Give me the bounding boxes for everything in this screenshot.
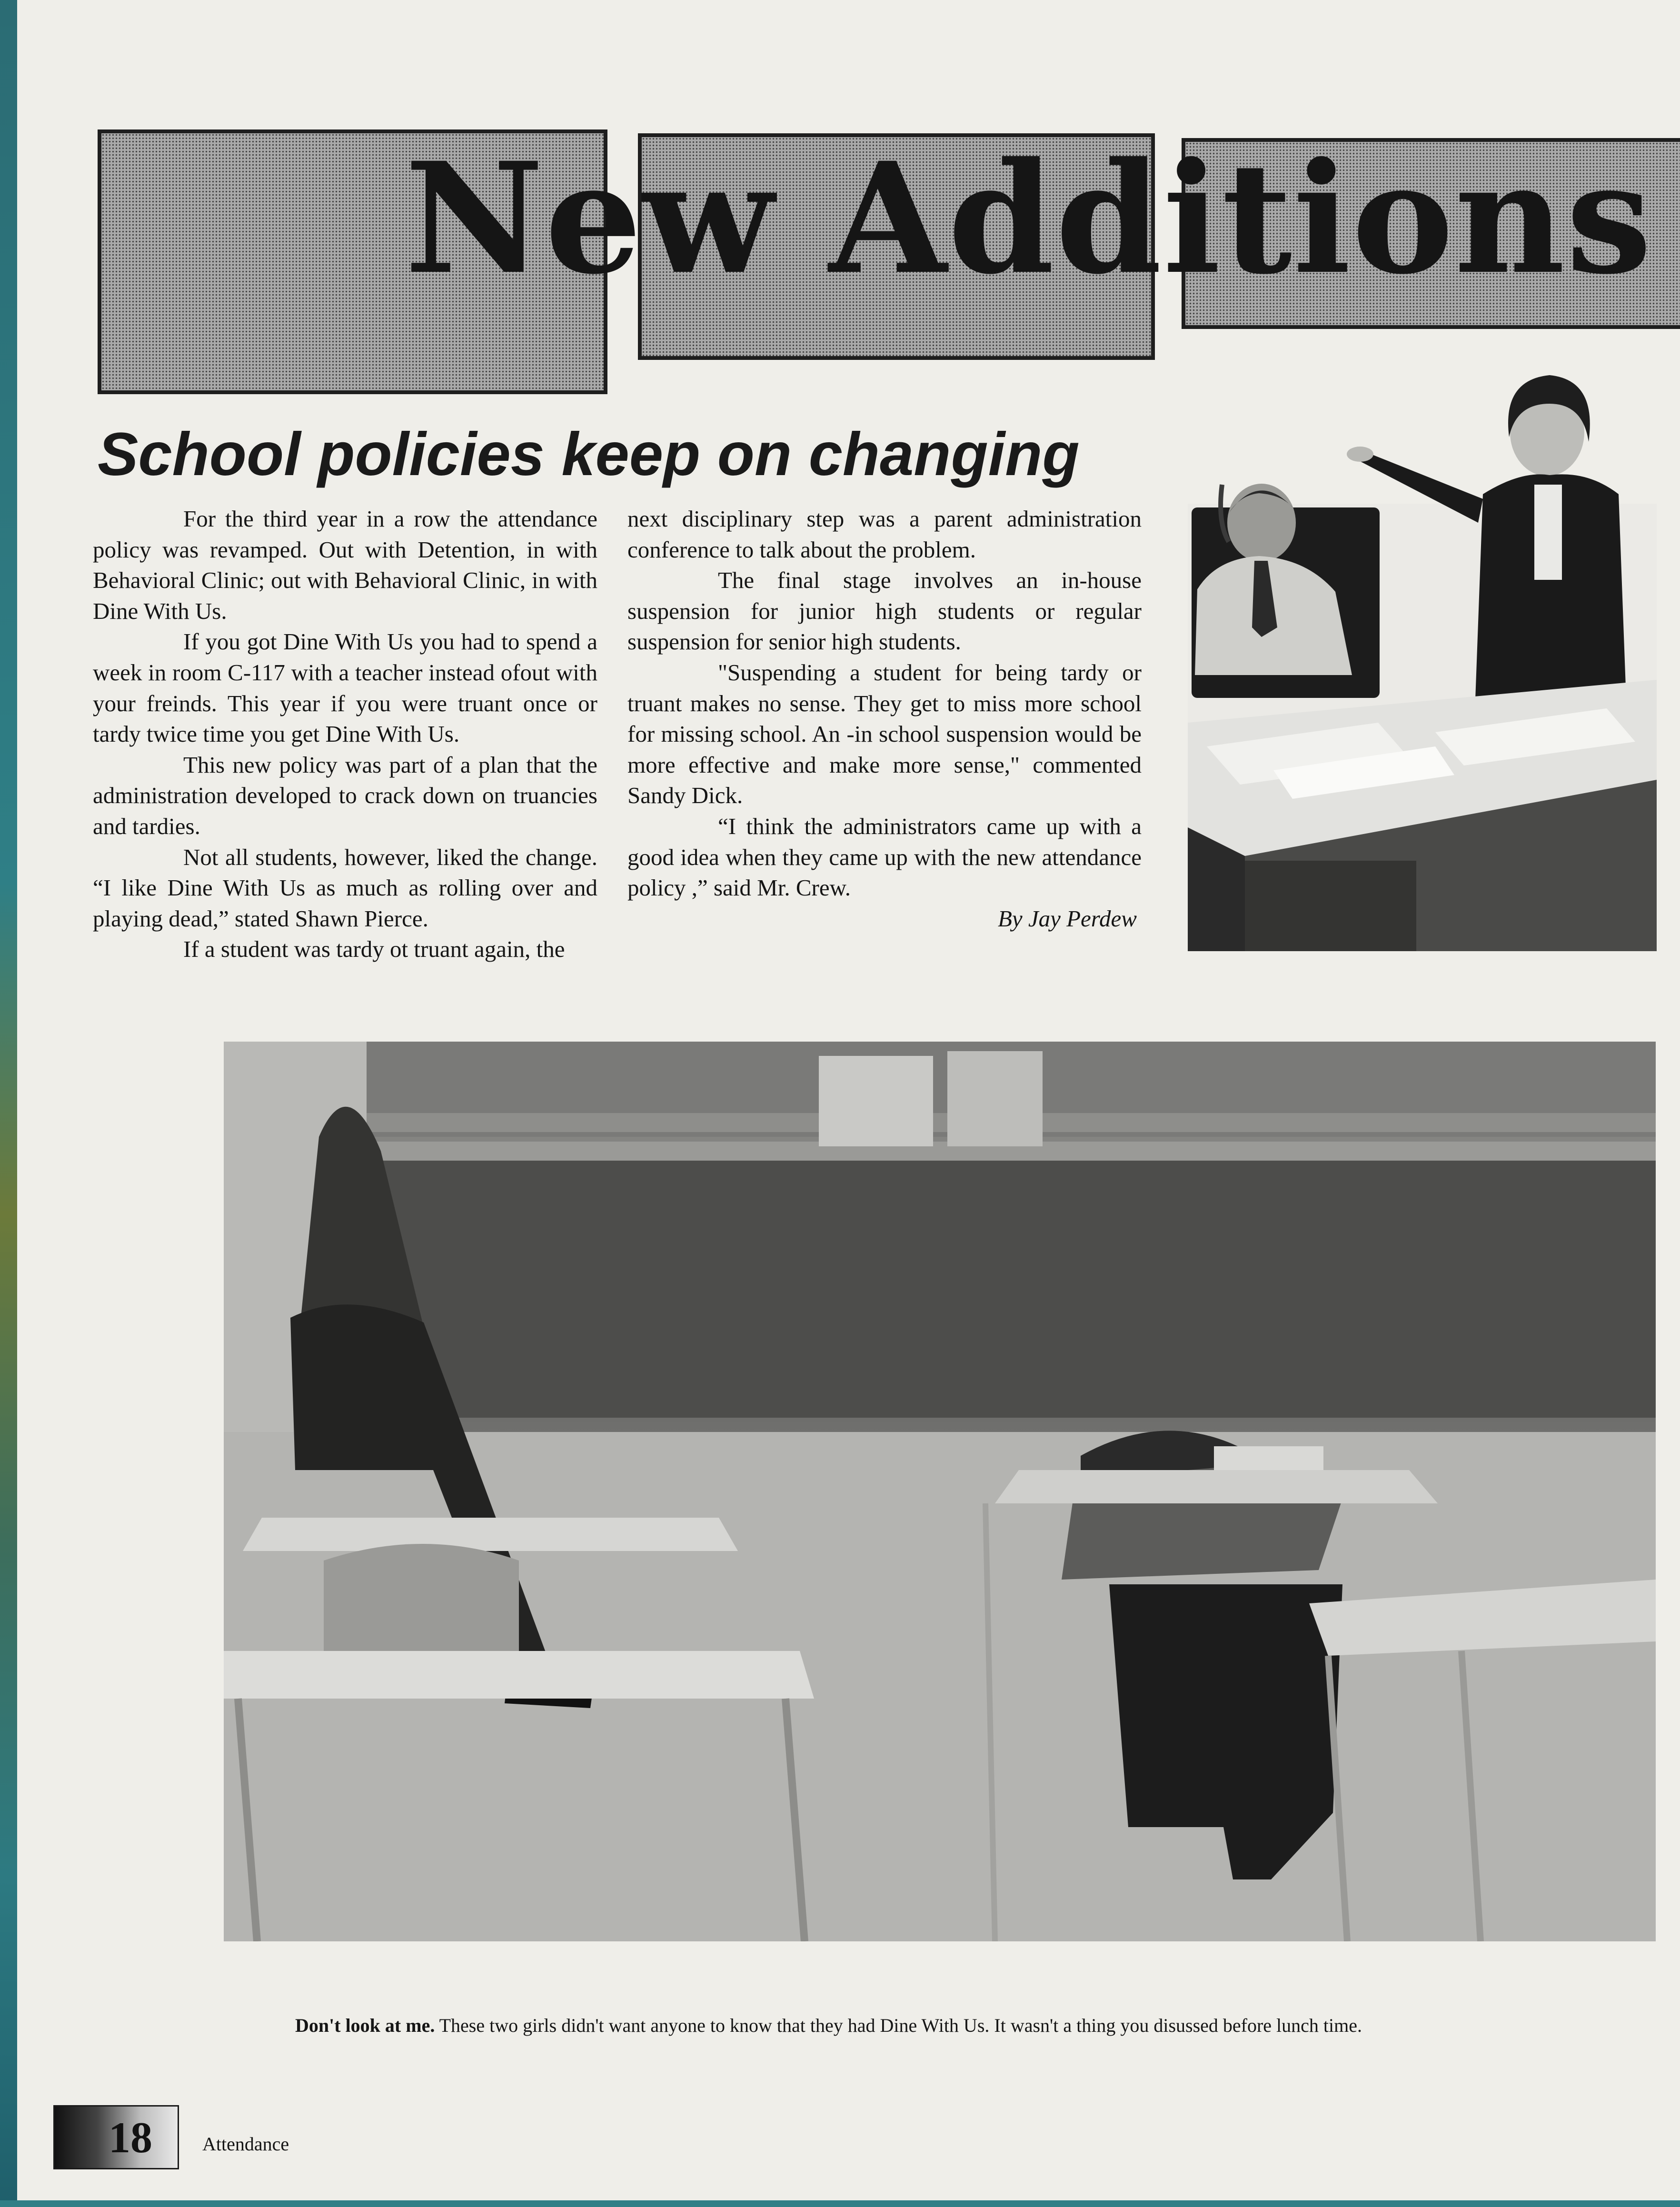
caption-text: These two girls didn't want anyone to know that they had Dine With Us. It wasn't a thing you disussed before lunch time. [435,2015,1362,2036]
article-subhead: School policies keep on changing [98,420,1080,488]
article-column-1 [93,504,597,965]
article-paragraph: If a student was tardy ot truant again, the [183,936,565,963]
byline: By Jay Perdew [997,905,1137,932]
page-number-box [53,2105,179,2169]
classroom-photo-art [224,1042,1656,1941]
administrators-photo-art [1188,342,1657,951]
article-paragraph-continued: next disciplinary step was a parent administration conference to talk about the problem. [627,506,1142,563]
article-paragraph: This new policy was part of a plan that the administration developed to crack down on truancies and tardies. [93,751,597,839]
article-paragraph: The final stage involves an in-house suspension for junior high students or regular suspension for senior high students. [627,567,1142,655]
section-label: Attendance [202,2133,289,2155]
article-paragraph: "Suspending a student for being tardy or truant makes no sense. They get to miss more school for missing school. An -in school suspension would be more effective and make more sense," commented Sandy Dick. [627,659,1142,809]
article-column-2 [627,504,1142,934]
classroom-photo [224,1042,1656,1941]
yearbook-spine-edge [0,0,17,2207]
headline: New Additions [405,129,1653,308]
photo-caption [295,2011,1666,2040]
caption-lead: Don't look at me. [295,2015,435,2036]
article-paragraph: Not all students, however, liked the change. “I like Dine With Us as much as rolling over and playing dead,” stated Shawn Pierce. [93,844,597,932]
article-paragraph: For the third year in a row the attendance policy was revamped. Out with Detention, in with Behavioral Clinic; out with Behavioral Clinic, in with Dine With Us. [93,506,597,624]
bottom-edge-strip [0,2200,1680,2207]
page-number: 18 [109,2113,152,2162]
article-paragraph: If you got Dine With Us you had to spend a week in room C-117 with a teacher instead ofout with your freinds. This year if you were truant once or tardy twice time you get Dine With Us. [93,628,597,747]
administrators-photo [1188,342,1657,951]
article-paragraph: “I think the administrators came up with a good idea when they came up with the new attendance policy ,” said Mr. Crew. [627,813,1142,901]
